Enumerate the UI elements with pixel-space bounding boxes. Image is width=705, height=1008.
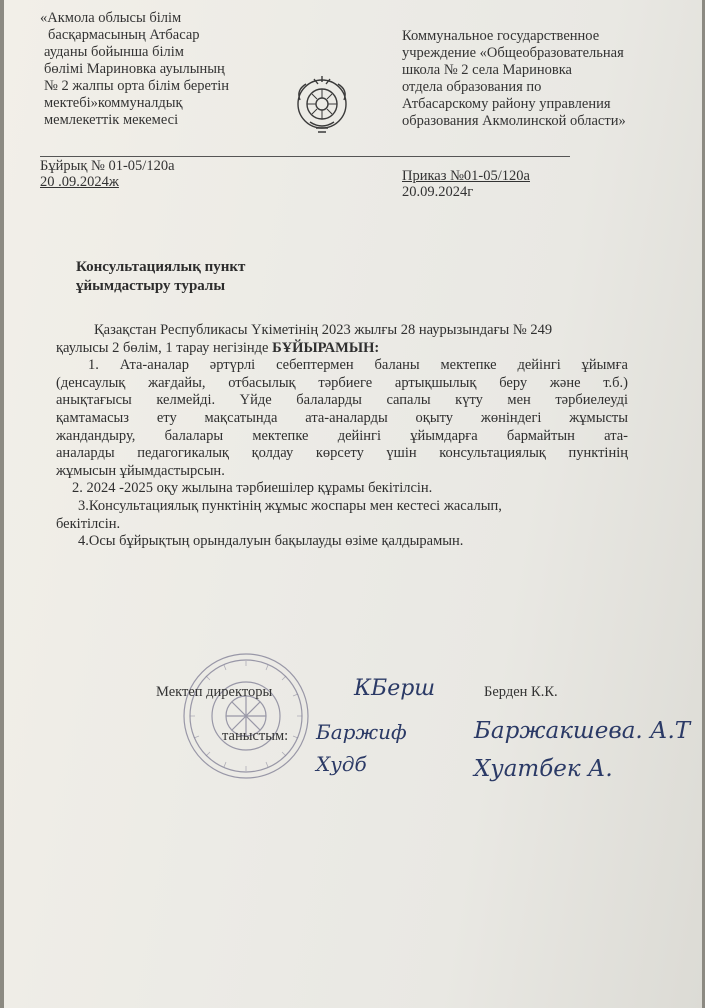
header-kz-line: мемлекеттік мекемесі <box>44 112 179 128</box>
item1-line: жандандыру, балалары мектепке дейінгі ұйымдарға бармайтын ата- <box>56 427 628 444</box>
order-directive: БҰЙЫРАМЫН: <box>272 339 380 356</box>
staff-signature-1: Баржиф <box>316 720 407 744</box>
header-ru-line: Атбасарскому району управления <box>402 96 611 112</box>
header-divider <box>40 156 570 157</box>
director-signature: КБерш <box>354 676 436 701</box>
header-ru-line: учреждение «Общеобразовательная <box>402 45 624 61</box>
director-label: Мектеп директоры <box>156 684 273 700</box>
subject-line: Консультациялық пункт <box>76 259 246 275</box>
header-ru-line: Коммунальное государственное <box>402 28 600 44</box>
item1-line: қамтамасыз ету мақсатында ата-аналарды оқыту жөніндегі жұмысты <box>56 409 628 426</box>
subject-line: ұйымдастыру туралы <box>76 278 226 294</box>
order-body <box>56 322 628 551</box>
intro-line: Қазақстан Республикасы Үкіметінің 2023 жылғы 28 наурызындағы № 249 <box>94 322 553 338</box>
document-page <box>4 0 702 1008</box>
order-subject <box>76 258 245 296</box>
intro-line-2 <box>56 340 628 358</box>
round-seal-icon <box>182 652 310 780</box>
header-kz-line: бөлімі Мариновка ауылының <box>44 61 225 77</box>
acquainted-label: таныстым: <box>222 728 289 744</box>
order-russian <box>402 168 530 200</box>
header-kz-line: мектебі»коммуналдық <box>44 95 183 111</box>
header-ru-line: школа № 2 села Мариновка <box>402 62 572 78</box>
order-ru-number: Приказ №01-05/120а <box>402 168 530 184</box>
header-kz-line: ауданы бойынша білім <box>44 44 184 60</box>
item2: 2. 2024 -2025 оқу жылына тәрбиешілер құрамы бекітілсін. <box>72 480 433 497</box>
header-kz-line: «Акмола облысы білім <box>40 10 182 26</box>
item4: 4.Осы бұйрықтың орындалуын бақылауды өзіме қалдырамын. <box>78 533 464 550</box>
state-emblem-icon <box>292 70 352 136</box>
order-kz-date: 20 .09.2024ж <box>40 174 119 190</box>
header-russian <box>402 28 667 130</box>
item1-line: аналарды педагогикалық қолдау көрсету үшін консультациялық пунктінің <box>56 445 628 462</box>
header-ru-line: образования Акмолинской области» <box>402 113 626 129</box>
item1-line: 1. Ата-аналар әртүрлі себептермен баланы мектепке дейінгі ұйымға <box>88 357 628 374</box>
item1-last: жұмысын ұйымдастырсын. <box>56 462 225 479</box>
director-name: Берден К.К. <box>484 684 558 700</box>
header-kz-line: № 2 жалпы орта білім беретін <box>44 78 230 94</box>
staff-signature-2: Худб <box>316 752 367 776</box>
header-kz-line: басқармасының Атбасар <box>48 27 200 43</box>
staff-name-1: Баржакшева. А.Т <box>474 718 691 744</box>
item1-line: анықтағысы келмейді. Үйде балаларды сапалы күту мен тәрбиелеуді <box>56 392 628 409</box>
item3-cont: бекітілсін. <box>56 515 121 532</box>
item3: 3.Консультациялық пунктінің жұмыс жоспары мен кестесі жасалып, <box>78 497 502 514</box>
order-ru-date: 20.09.2024г <box>402 184 474 200</box>
order-kazakh <box>40 158 175 190</box>
intro-text: қаулысы 2 бөлім, 1 тарау негізінде <box>56 339 269 356</box>
header-ru-line: отдела образования по <box>402 79 542 95</box>
item1-line: (денсаулық жағдайы, отбасылық тәрбиеге артықшылық беру және т.б.) <box>56 374 628 391</box>
header-kazakh <box>40 10 270 129</box>
order-kz-number: Бұйрық № 01-05/120а <box>40 158 175 174</box>
staff-name-2: Хуатбек А. <box>474 756 613 782</box>
